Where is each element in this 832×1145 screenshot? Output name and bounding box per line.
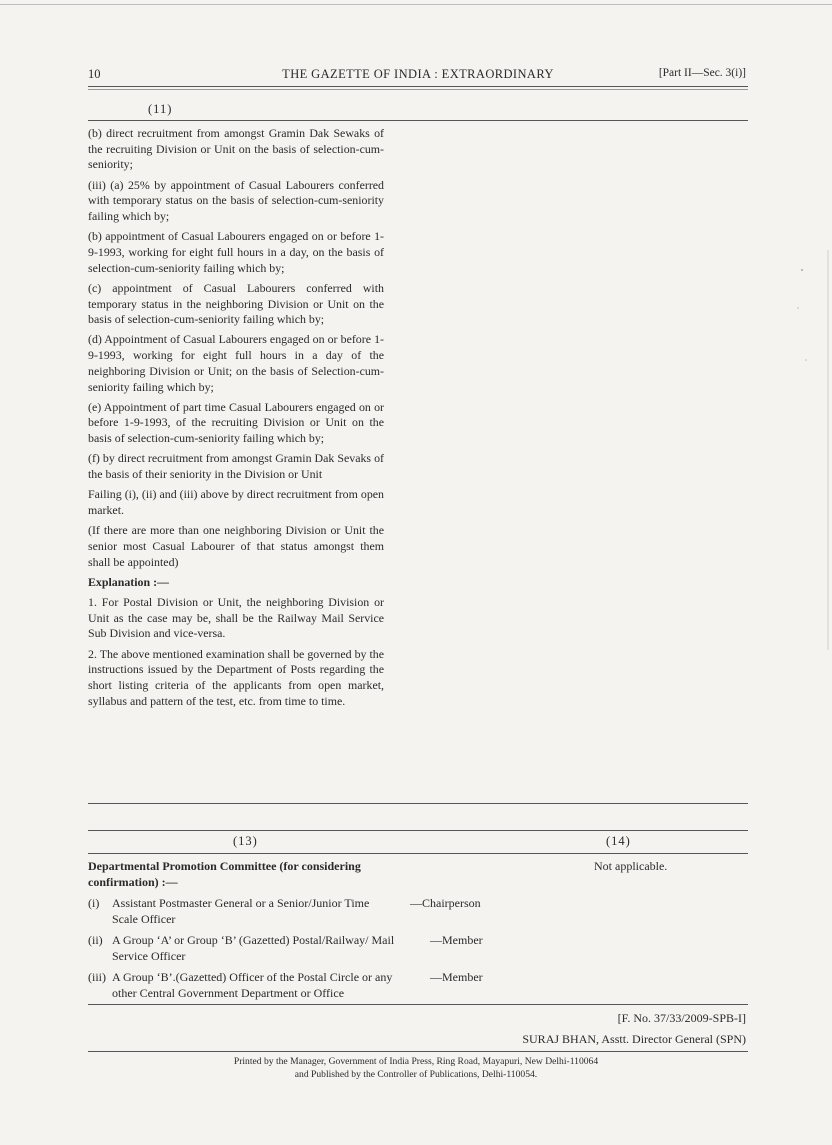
explanation-heading: Explanation :— xyxy=(88,574,169,589)
para-d: (d) Appointment of Casual Labourers engaged on or before 1-9-1993, working for eight full hours in a day of the neighboring Division or Unit; on the basis of Selection-cum-seniority failing which by; xyxy=(88,332,384,394)
column-14-heading: (14) xyxy=(606,834,631,848)
member-role: —Member xyxy=(430,933,483,947)
section-end-rule xyxy=(88,803,748,804)
para-e: (e) Appointment of part time Casual Labourers engaged on or before 1-9-1993, of the recruiting Division or Unit on the basis of selection-cum-seniority failing which by; xyxy=(88,399,384,446)
member-role: —Chairperson xyxy=(410,896,481,910)
header-rule-thin xyxy=(88,89,748,90)
page-number: 10 xyxy=(88,67,101,81)
member-description: A Group ‘B’.(Gazetted) Officer of the Postal Circle or any other Central Government Department or Office xyxy=(112,970,393,1000)
footer-rule xyxy=(88,1051,748,1052)
explanation-1: 1. For Postal Division or Unit, the neighboring Division or Unit as the case may be, shall be the Railway Mail Service Sub Division and vice-versa. xyxy=(88,594,384,641)
para-f: (f) by direct recruitment from amongst Gramin Dak Sevaks of the basis of their seniority in the Division or Unit xyxy=(88,451,384,482)
para-b-direct: (b) direct recruitment from amongst Gramin Dak Sewaks of the recruiting Division or Unit on the basis of selection-cum-seniority; xyxy=(88,126,384,172)
scan-top-edge xyxy=(0,4,832,5)
column-heading-rule xyxy=(88,120,748,121)
dpc-title: Departmental Promotion Committee (for considering confirmation) :— xyxy=(88,859,361,889)
part-section: [Part II—Sec. 3(i)] xyxy=(658,67,746,79)
file-number: [F. No. 37/33/2009-SPB-I] xyxy=(617,1011,746,1025)
scan-specks xyxy=(792,250,832,650)
gazette-title: THE GAZETTE OF INDIA : EXTRAORDINARY xyxy=(282,67,554,81)
page-header xyxy=(88,67,748,85)
not-applicable-text: Not applicable. xyxy=(594,859,668,873)
header-rule xyxy=(88,86,748,87)
para-iii-a: (iii) (a) 25% by appointment of Casual Labourers conferred with temporary status on the basis of selection-cum-seniority failing which by; xyxy=(88,177,384,224)
printer-line-2: and Published by the Controller of Publications, Delhi-110054. xyxy=(294,1069,538,1080)
printer-imprint xyxy=(120,1055,712,1081)
explanation-2: 2. The above mentioned examination shall be governed by the instructions issued by the Department of Posts regarding the short listing criteria of the applicants from open market, syllabus and pattern of the test, etc. from time to time. xyxy=(88,646,384,708)
member-number: (ii) xyxy=(88,933,103,947)
second-table-bottom-rule xyxy=(88,1004,748,1005)
member-number: (iii) xyxy=(88,970,106,984)
member-role: —Member xyxy=(430,970,483,984)
member-description: Assistant Postmaster General or a Senior/Junior Time Scale Officer xyxy=(112,896,370,926)
signature-line: SURAJ BHAN, Asstt. Director General (SPN) xyxy=(522,1032,746,1046)
member-description: A Group ‘A’ or Group ‘B’ (Gazetted) Postal/Railway/ Mail Service Officer xyxy=(112,933,395,963)
column-13-heading: (13) xyxy=(233,834,258,848)
para-failing: Failing (i), (ii) and (iii) above by direct recruitment from open market. xyxy=(88,487,384,517)
column-11-heading: (11) xyxy=(148,102,173,116)
printer-line-1: Printed by the Manager, Government of India Press, Ring Road, Mayapuri, New Delhi-110064 xyxy=(233,1056,599,1067)
para-neighboring: (If there are more than one neighboring Division or Unit the senior most Casual Labourer of that status amongst them shall be appointed) xyxy=(88,523,384,569)
member-number: (i) xyxy=(88,896,100,910)
second-table-top-rule xyxy=(88,830,748,831)
column-11-text xyxy=(88,126,384,714)
para-b-appointment: (b) appointment of Casual Labourers engaged on or before 1-9-1993, working for eight full hours in a day, on the basis of selection-cum-seniority failing which by; xyxy=(88,229,384,275)
para-c: (c) appointment of Casual Labourers conferred with temporary status in the neighboring Division or Unit on the basis of selection-cum-seniority failing which by; xyxy=(88,280,384,327)
second-table-heading-rule xyxy=(88,853,748,854)
